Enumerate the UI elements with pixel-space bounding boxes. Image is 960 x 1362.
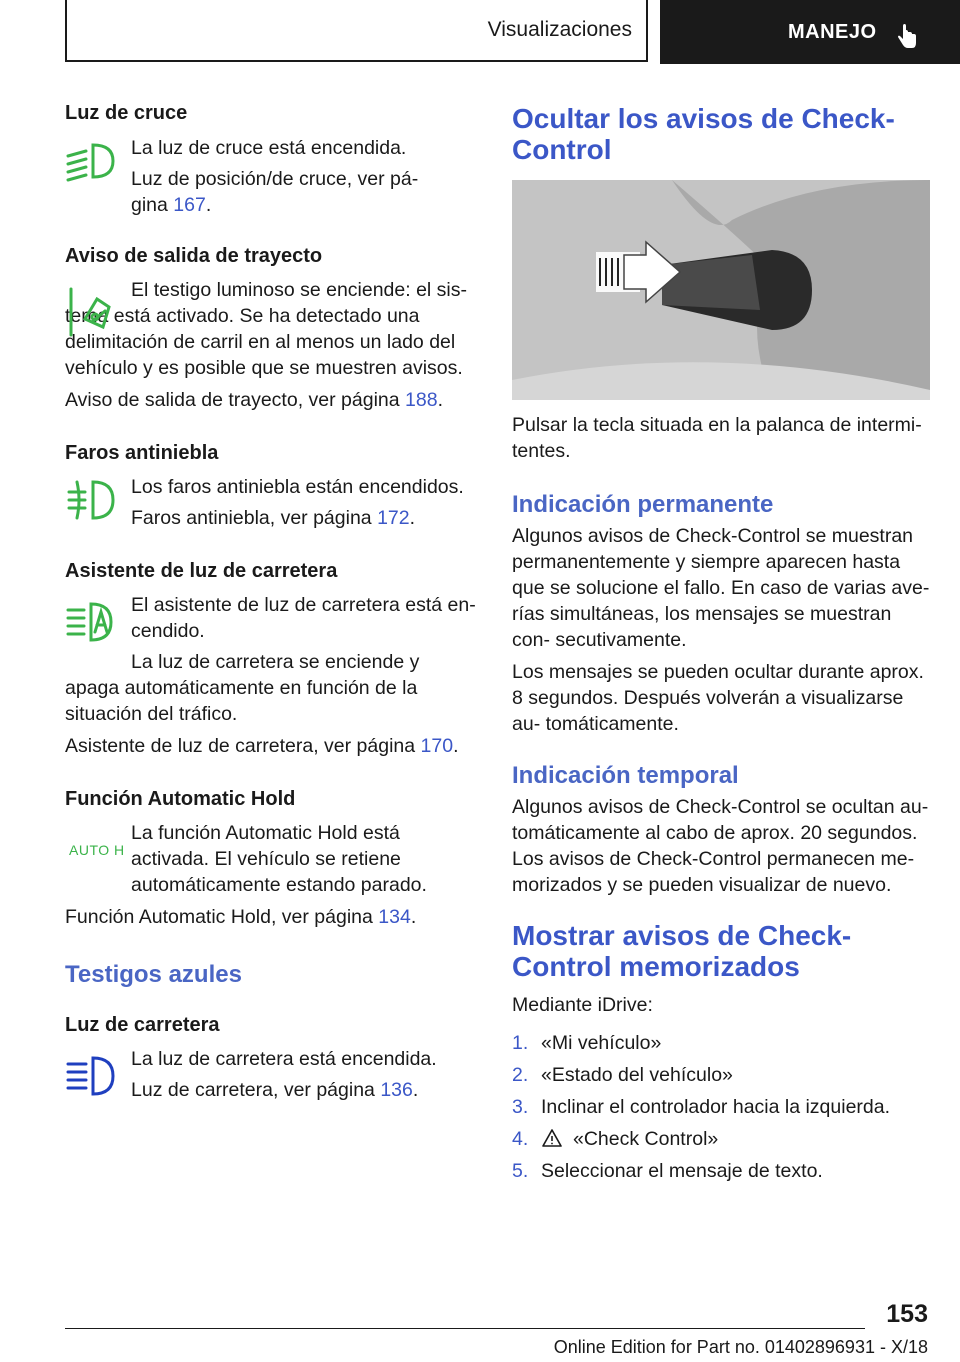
lever-illustration: [512, 180, 930, 400]
ref-text: Luz de carretera, ver página: [131, 1079, 381, 1101]
photo-caption: Pulsar la tecla situada en la palanca de intermi- tentes.: [512, 414, 922, 462]
fog-text: Los faros antiniebla están encendidos.: [131, 476, 464, 498]
auto-hold-icon: AUTO H: [69, 842, 125, 858]
low-beam-title: Luz de cruce: [65, 102, 188, 124]
lane-departure-entry: [65, 277, 477, 381]
high-beam-assist-text: El asistente de luz de carretera está en- cendido.: [131, 594, 476, 642]
page-link[interactable]: 134: [378, 906, 411, 928]
temporary-heading: Indicación temporal: [512, 762, 739, 789]
ref-text: gina: [131, 194, 174, 216]
step-text: Seleccionar el mensaje de texto.: [541, 1160, 823, 1182]
chapter-title: MANEJO: [788, 20, 877, 43]
step-text: «Mi vehículo»: [541, 1032, 662, 1054]
page-link[interactable]: 170: [420, 735, 454, 757]
high-beam-assist-title: Asistente de luz de carretera: [65, 560, 338, 582]
edition-note: Online Edition for Part no. 01402896931 - X/18: [553, 1337, 928, 1357]
step-number: 5.: [512, 1160, 529, 1182]
idrive-intro: Mediante iDrive:: [512, 994, 653, 1016]
step-number: 2.: [512, 1064, 529, 1086]
auto-hold-reference: [65, 904, 477, 930]
ref-text: Asistente de luz de carretera, ver página: [65, 735, 421, 757]
right-column: [512, 100, 930, 1190]
page-number: 153: [886, 1300, 928, 1328]
fog-entry: [65, 474, 477, 531]
auto-hold-title: Función Automatic Hold: [65, 788, 296, 810]
ref-text: Faros antiniebla, ver página: [131, 507, 378, 529]
hand-pointer-icon: [896, 24, 918, 50]
lane-departure-reference: [65, 387, 477, 413]
page-link[interactable]: 172: [377, 507, 410, 529]
auto-hold-text: La función Automatic Hold está activada. El vehículo se retiene automáticamente estando parado.: [131, 822, 427, 896]
high-beam-text: La luz de carretera está encendida.: [131, 1048, 437, 1070]
permanent-text-2: Los mensajes se pueden ocultar durante aprox. 8 segundos. Después volverán a visualizarse au- tomáticamente.: [512, 661, 924, 735]
fog-light-icon: [65, 476, 117, 524]
left-column: [65, 100, 477, 1103]
high-beam-assist-entry: [65, 592, 477, 727]
high-beam-assist-detail: La luz de carretera se enciende y apaga automáticamente en función de la situación del tráfico.: [65, 651, 420, 725]
list-item: [512, 1158, 930, 1184]
step-text: «Estado del vehículo»: [541, 1064, 733, 1086]
low-beam-reference: [131, 166, 477, 218]
page-link[interactable]: 167: [173, 194, 206, 216]
ref-text: Luz de posición/de cruce, ver pá-: [131, 168, 419, 190]
temporary-text: Algunos avisos de Check-Control se ocultan au- tomáticamente al cabo de aprox. 20 segundos. Los avisos de Check-Control permanecen me- morizados y se pueden visualizar de nuevo.: [512, 796, 929, 896]
high-beam-title: Luz de carretera: [65, 1014, 220, 1036]
high-beam-assist-reference: [65, 733, 477, 759]
step-number: 3.: [512, 1096, 529, 1118]
low-beam-entry: [65, 135, 477, 218]
high-beam-entry: [65, 1046, 477, 1103]
page-link[interactable]: 136: [380, 1079, 413, 1101]
ref-text: .: [409, 507, 416, 529]
ref-text: Aviso de salida de trayecto, ver página: [65, 389, 406, 411]
low-beam-text: La luz de cruce está encendida.: [131, 137, 407, 159]
hide-check-control-heading: Ocultar los avisos de Check-Control: [512, 103, 895, 165]
section-title: Visualizaciones: [65, 0, 648, 62]
ref-text: Función Automatic Hold, ver página: [65, 906, 379, 928]
lane-departure-icon: [65, 285, 117, 339]
step-number: 4.: [512, 1128, 529, 1150]
show-stored-heading: Mostrar avisos de Check-Control memorizados: [512, 920, 852, 982]
fog-reference: [131, 505, 477, 531]
step-text: Inclinar el controlador hacia la izquierda.: [541, 1096, 891, 1118]
permanent-heading: Indicación permanente: [512, 491, 774, 518]
ref-text: .: [410, 906, 417, 928]
ref-text: .: [205, 194, 212, 216]
lane-departure-title: Aviso de salida de trayecto: [65, 245, 323, 267]
auto-hold-entry: [65, 820, 477, 898]
list-item: [512, 1126, 930, 1152]
turn-signal-lever-photo: [512, 180, 930, 400]
list-item: [512, 1030, 930, 1056]
chapter-tab: [660, 0, 960, 64]
list-item: [512, 1094, 930, 1120]
step-text: «Check Control»: [573, 1128, 719, 1150]
high-beam-reference: [131, 1077, 477, 1103]
low-beam-icon: [65, 137, 117, 185]
high-beam-icon: [65, 1052, 117, 1100]
blue-indicators-heading: Testigos azules: [65, 961, 242, 988]
ref-text: .: [453, 735, 459, 757]
warning-triangle-icon: [541, 1128, 563, 1148]
step-number: 1.: [512, 1032, 529, 1054]
steps-list: [512, 1030, 930, 1184]
ref-text: .: [437, 389, 443, 411]
permanent-text-1: Algunos avisos de Check-Control se muestran permanentemente y siempre aparecen hasta que se solucione el fallo. En caso de varias ave- rías simultáneas, los mensajes se muestran con- secutivamente.: [512, 525, 930, 651]
fog-title: Faros antiniebla: [65, 442, 219, 464]
page-link[interactable]: 188: [405, 389, 438, 411]
page-header: [65, 0, 960, 64]
ref-text: .: [412, 1079, 419, 1101]
footer-divider: [65, 1328, 865, 1329]
list-item: [512, 1062, 930, 1088]
high-beam-assist-icon: [65, 598, 117, 646]
lane-departure-text: El testigo luminoso se enciende: el sis- tema está activado. Se ha detectado una delimitación de carril en al menos un lado del vehículo y es posible que se muestren avisos.: [65, 279, 468, 379]
